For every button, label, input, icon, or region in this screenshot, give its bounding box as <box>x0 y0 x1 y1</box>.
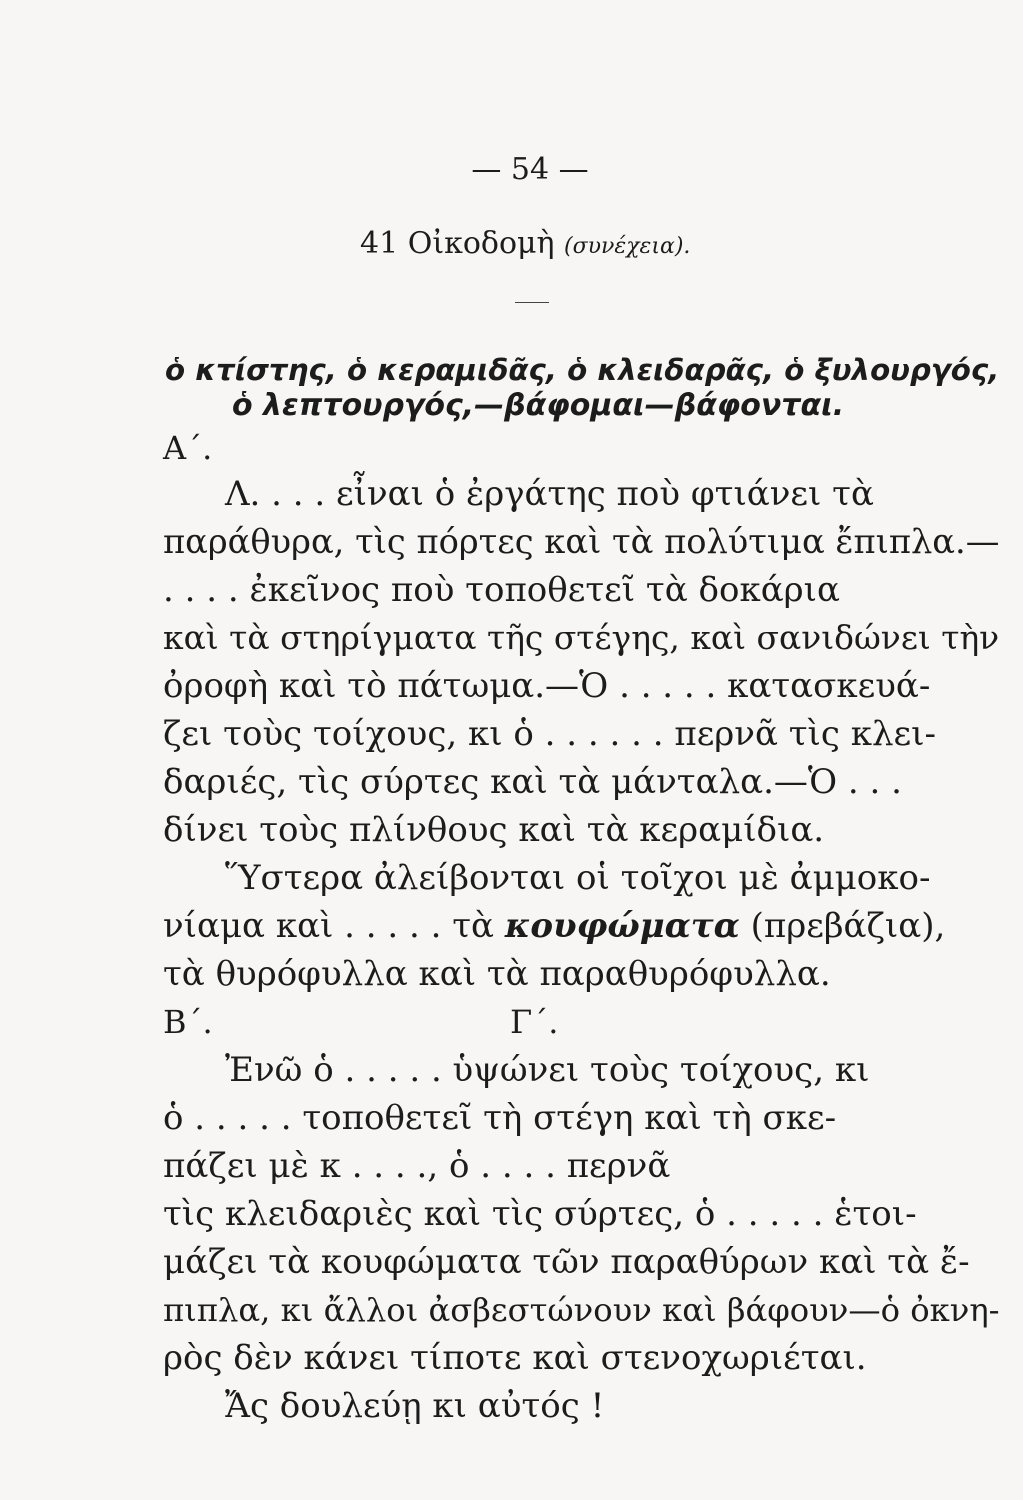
text-line <box>163 906 945 946</box>
text-line: . . . . ἐκεῖνος ποὺ τοποθετεῖ τὰ δοκάρια <box>163 570 840 610</box>
text-line: καὶ τὰ στηρίγματα τῆς στέγης, καὶ σανιδώνει τὴν <box>163 618 1000 657</box>
section-b-label: Β΄. <box>163 1003 213 1041</box>
text-line: ρὸς δὲν κάνει τίποτε καὶ στενοχωριέται. <box>163 1338 867 1378</box>
section-number: 41 <box>360 226 399 261</box>
text-line: πιπλα, κι ἄλλοι ἀσβεστώνουν καὶ βάφουν—ὁ ὀκνη- <box>163 1291 1000 1329</box>
text-line: μάζει τὰ κουφώματα τῶν παραθύρων καὶ τὰ ἔ- <box>163 1242 970 1282</box>
section-title: Οἰκοδομὴ <box>407 226 555 261</box>
text-line: Ὕστερα ἀλείβονται οἱ τοῖχοι μὲ ἀμμοκο- <box>225 858 931 898</box>
text-segment: νίαμα καὶ . . . . . τὰ <box>163 906 495 946</box>
text-line: δαριές, τὶς σύρτες καὶ τὰ μάνταλα.—Ὁ . . . <box>163 762 902 802</box>
text-line: ὀροφὴ καὶ τὸ πάτωμα.—Ὁ . . . . . κατασκευά- <box>163 666 931 706</box>
text-line: τὰ θυρόφυλλα καὶ τὰ παραθυρόφυλλα. <box>163 954 831 994</box>
heading-divider <box>515 302 549 303</box>
text-line: Ἄς δουλεύῃ κι αὐτός ! <box>225 1386 605 1426</box>
text-line: τὶς κλειδαριὲς καὶ τὶς σύρτες, ὁ . . . . . ἑτοι- <box>163 1194 917 1234</box>
text-line: Λ. . . . εἶναι ὁ ἐργάτης ποὺ φτιάνει τὰ <box>225 474 874 514</box>
text-line: ζει τοὺς τοίχους, κι ὁ . . . . . . περνᾶ τὶς κλει- <box>163 714 936 754</box>
text-line: δίνει τοὺς πλίνθους καὶ τὰ κεραμίδια. <box>163 810 825 850</box>
section-heading <box>360 224 690 267</box>
emphasized-term: κουφώματα <box>504 906 740 946</box>
text-line: Ἐνῶ ὁ . . . . . ὑψώνει τοὺς τοίχους, κι <box>225 1050 870 1090</box>
vocabulary-line-2: ὁ λεπτουργός,—βάφομαι—βάφονται. <box>232 388 845 423</box>
text-line: ὁ . . . . . τοποθετεῖ τὴ στέγη καὶ τὴ σκε- <box>163 1098 837 1138</box>
page-number: — 54 — <box>471 152 589 187</box>
section-a-label: Α΄. <box>163 429 213 467</box>
vocabulary-line-1: ὁ κτίστης, ὁ κεραμιδᾶς, ὁ κλειδαρᾶς, ὁ ξυλουργός, <box>165 353 1000 387</box>
text-line: παράθυρα, τὶς πόρτες καὶ τὰ πολύτιμα ἔπιπλα.— <box>163 522 1000 561</box>
section-subtitle: (συνέχεια). <box>564 234 691 259</box>
text-segment: (πρεβάζια), <box>750 906 946 946</box>
text-line: πάζει μὲ κ . . . ., ὁ . . . . περνᾶ <box>163 1146 671 1186</box>
section-g-label: Γ΄. <box>510 1003 559 1041</box>
